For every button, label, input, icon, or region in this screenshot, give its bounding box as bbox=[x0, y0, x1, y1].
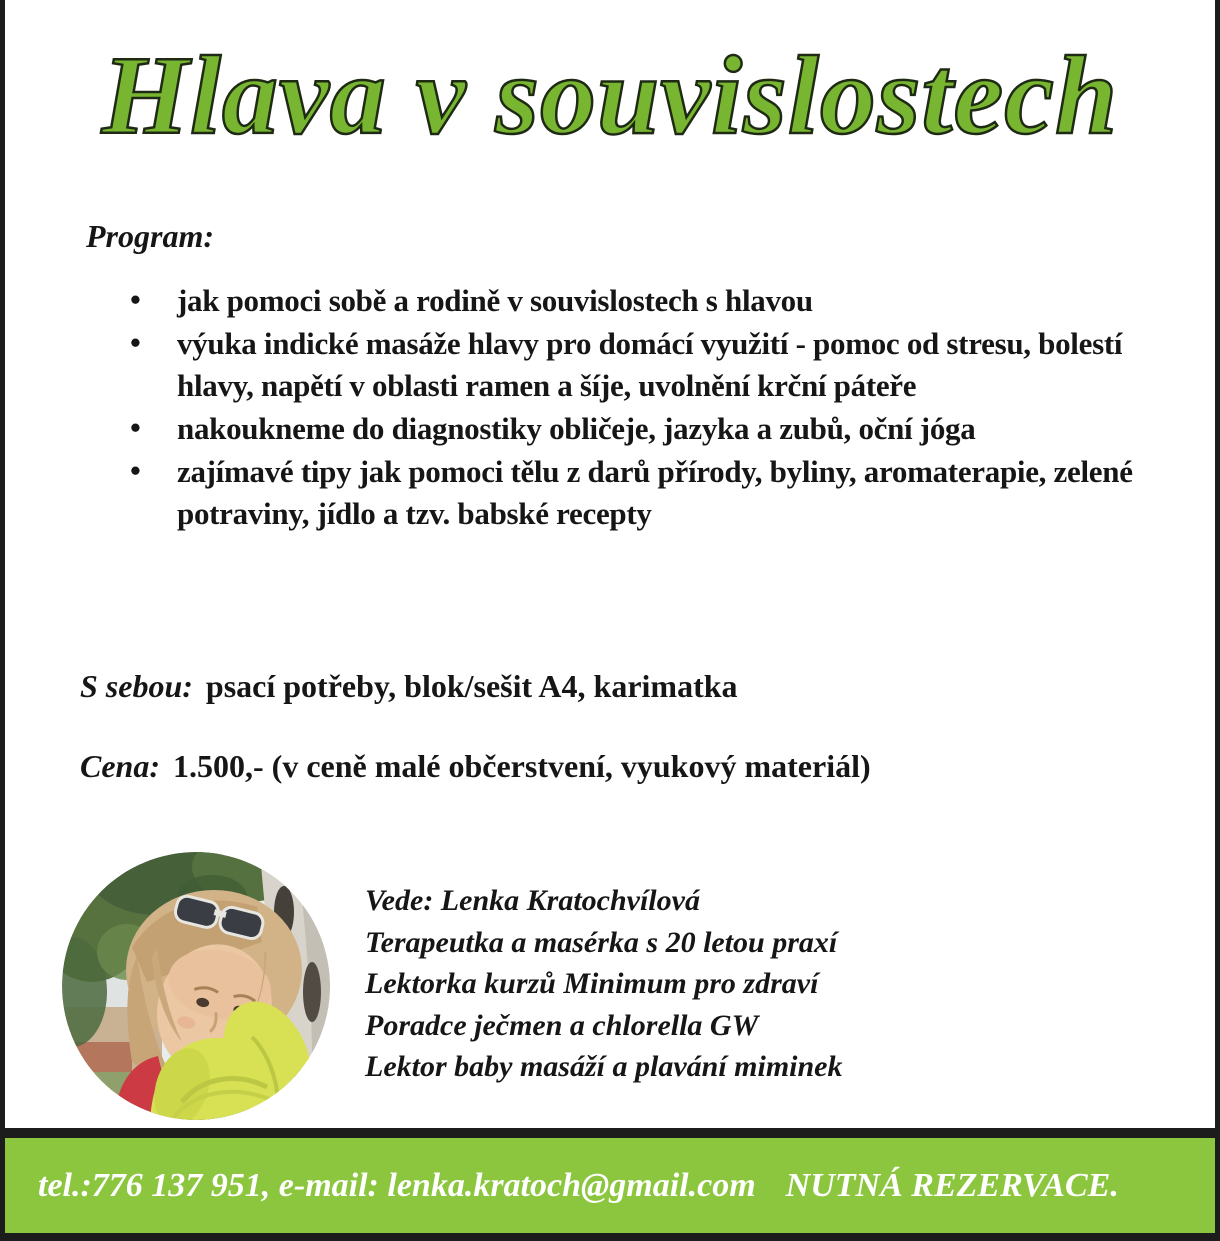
list-item bbox=[128, 451, 1140, 535]
program-heading: Program: bbox=[86, 218, 214, 254]
leader-bio bbox=[365, 880, 843, 1088]
bio-line: Vede: Lenka Kratochvílová bbox=[365, 884, 700, 917]
list-item-text: výuka indické masáže hlavy pro domácí využití - pomoc od stresu, bolestí hlavy, napětí v oblasti ramen a šíje, uvolnění krční páteře bbox=[177, 326, 1123, 403]
bring-line bbox=[80, 668, 738, 705]
price-label: Cena: bbox=[80, 748, 160, 784]
price-line bbox=[80, 748, 871, 785]
leader-photo bbox=[62, 852, 330, 1120]
bio-line: Lektor baby masáží a plavání miminek bbox=[365, 1050, 843, 1083]
list-item bbox=[128, 408, 1140, 450]
list-item bbox=[128, 280, 1140, 322]
bottom-border bbox=[0, 1233, 1220, 1241]
footer-notice: NUTNÁ REZERVACE. bbox=[785, 1166, 1119, 1204]
list-item-text: zajímavé tipy jak pomoci tělu z darů přírody, byliny, aromaterapie, zelené potraviny, jídlo a tzv. babské recepty bbox=[177, 454, 1133, 531]
bring-label: S sebou: bbox=[80, 668, 193, 704]
bio-line: Terapeutka a masérka s 20 letou praxí bbox=[365, 925, 838, 959]
price-text: 1.500,- (v ceně malé občerstvení, vyukový materiál) bbox=[173, 748, 871, 784]
list-item bbox=[128, 323, 1140, 407]
bullet-icon: • bbox=[130, 282, 141, 317]
footer-divider bbox=[0, 1128, 1220, 1138]
page-title: Hlava v souvislostech bbox=[101, 34, 1119, 158]
footer-contact: tel.:776 137 951, e-mail: lenka.kratoch@gmail.com bbox=[38, 1166, 756, 1204]
left-border bbox=[0, 0, 5, 1241]
list-item-text: nakoukneme do diagnostiky obličeje, jazyka a zubů, oční jóga bbox=[177, 411, 976, 446]
bullet-icon: • bbox=[130, 453, 141, 488]
right-border bbox=[1215, 0, 1220, 1241]
bring-text: psací potřeby, blok/sešit A4, karimatka bbox=[205, 668, 738, 704]
footer-bar bbox=[0, 1138, 1220, 1233]
bio-line: Poradce ječmen a chlorella GW bbox=[365, 1008, 759, 1042]
bullet-icon: • bbox=[130, 325, 141, 360]
bullet-icon: • bbox=[130, 410, 141, 445]
program-list bbox=[128, 280, 1140, 536]
list-item-text: jak pomoci sobě a rodině v souvislostech s hlavou bbox=[177, 283, 813, 318]
bio-line: Lektorka kurzů Minimum pro zdraví bbox=[365, 967, 819, 1000]
portrait-photo-graphic bbox=[62, 852, 330, 1120]
